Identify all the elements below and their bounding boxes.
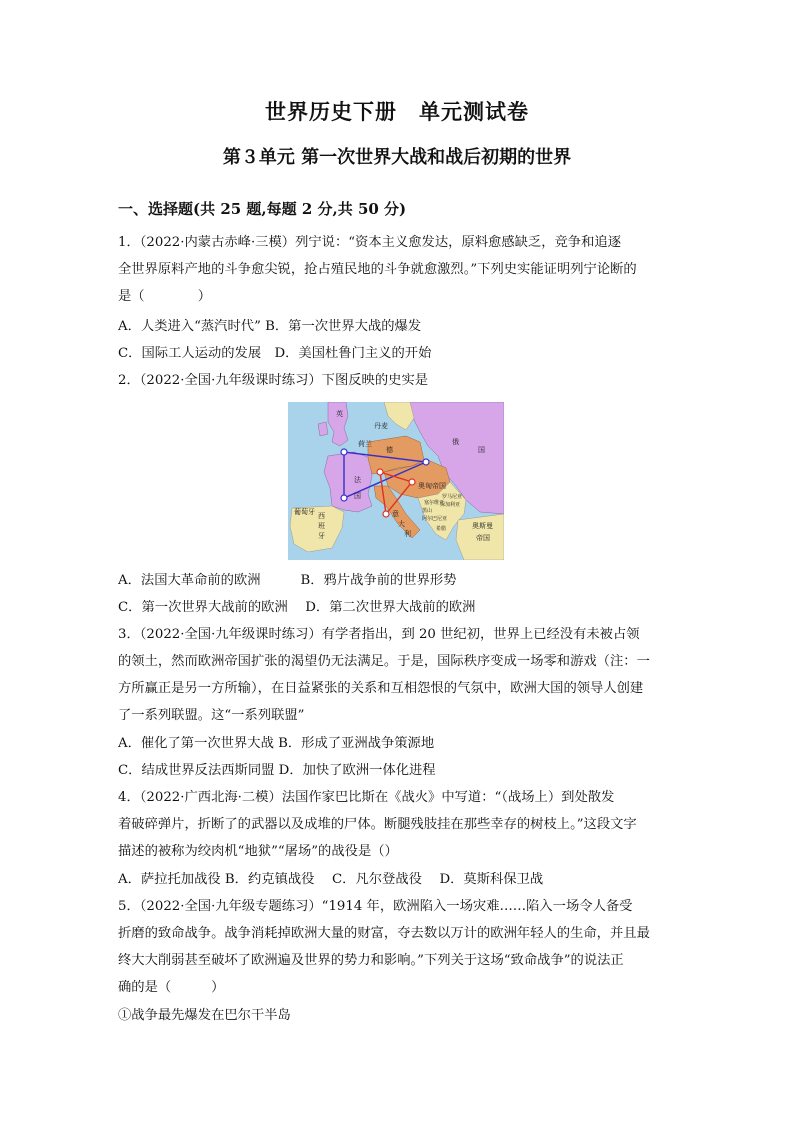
q4-line-2: 着破碎弹片，折断了的武器以及成堆的尸体。断腿残肢挂在那些幸存的树枝上。”这段文字 (118, 817, 637, 832)
label-spain-2: 班 (318, 522, 325, 530)
label-netherlands: 荷兰 (358, 440, 372, 448)
q1-line-3: 是（ ） (118, 289, 212, 304)
label-germany: 德 (386, 446, 393, 454)
q5-line-1: 5．（2022·全国·九年级专题练习）“1914 年，欧洲陷入一场灾难……陷入一场令人备受 (118, 899, 633, 914)
entente-node-uk (341, 449, 347, 455)
label-portugal: 葡萄牙 (294, 508, 315, 516)
label-albania: 阿尔巴尼亚 (422, 516, 448, 522)
label-austria-hungary: 奥匈帝国 (418, 482, 446, 490)
q4-line-3: 描述的被称为绞肉机“地狱”“屠场”的战役是（） (118, 844, 398, 859)
label-spain-1: 西 (318, 512, 325, 520)
label-italy-2: 大 (398, 520, 405, 528)
q3-line-2: 的领土，然而欧洲帝国扩张的渴望仍无法满足。于是，国际秩序变成一场零和游戏（注：一 (118, 654, 650, 669)
q3-options-ab: A．催化了第一次世界大战 B．形成了亚洲战争策源地 (118, 736, 435, 751)
label-france-1: 法 (354, 476, 361, 484)
map-ireland (318, 422, 328, 436)
q3-line-1: 3．（2022·全国·九年级课时练习）有学者指出，到 20 世纪初，世界上已经没有未被占领 (118, 627, 640, 642)
q5-item-1: ①战争最先爆发在巴尔干半岛 (118, 1008, 291, 1023)
label-greece: 希腊 (436, 526, 447, 532)
q3-options-cd: C．结成世界反法西斯同盟 D．加快了欧洲一体化进程 (118, 763, 436, 778)
label-denmark: 丹麦 (374, 422, 388, 430)
label-russia-2: 国 (478, 446, 485, 454)
q3-line-4: 了一系列联盟。这“一系列联盟” (118, 708, 305, 723)
label-serbia: 塞尔维亚 (424, 500, 445, 506)
label-italy-1: 意 (392, 510, 399, 518)
q5-line-4: 确的是（ ） (118, 980, 225, 995)
europe-map-figure (288, 402, 504, 560)
q3-line-3: 方所赢正是另一方所输），在日益紧张的关系和互相怨恨的气氛中，欧洲大国的领导人创建 (118, 681, 644, 696)
q1-line-1: 1．（2022·内蒙古赤峰·三模）列宁说：“资本主义愈发达，原料愈感缺乏，竞争和追逐 (118, 235, 621, 250)
document-title: 世界历史下册 单元测试卷 (265, 100, 529, 124)
label-spain-3: 牙 (318, 532, 325, 540)
q5-line-3: 终大大削弱甚至破坏了欧洲遍及世界的势力和影响。”下列关于这场“致命战争”的说法正 (118, 953, 624, 968)
section-heading: 一、选择题(共 25 题,每题 2 分,共 50 分) (118, 200, 407, 218)
label-montenegro: 黑山 (422, 508, 433, 514)
label-ottoman-2: 帝国 (476, 534, 490, 542)
label-russia-1: 俄 (452, 438, 459, 446)
q2-options-cd: C．第一次世界大战前的欧洲 D．第二次世界大战前的欧洲 (118, 600, 476, 615)
alliance-node-austria (409, 479, 415, 485)
q1-line-2: 全世界原料产地的斗争愈尖锐，抢占殖民地的斗争就愈激烈。”下列史实能证明列宁论断的 (118, 262, 637, 277)
alliance-node-germany (377, 469, 383, 475)
label-uk: 英 (336, 410, 343, 418)
q4-options: A．萨拉托加战役 B．约克镇战役 C．凡尔登战役 D．莫斯科保卫战 (118, 872, 544, 887)
unit-subtitle: 第３单元 第一次世界大战和战后初期的世界 (222, 147, 572, 168)
label-bulgaria: 保加利亚 (440, 502, 461, 508)
q1-options-cd: C．国际工人运动的发展 D．美国杜鲁门主义的开始 (118, 346, 432, 361)
label-italy-3: 利 (404, 530, 411, 538)
alliance-node-italy (383, 511, 389, 517)
entente-node-france (341, 495, 347, 501)
label-france-2: 国 (354, 492, 361, 500)
q5-line-2: 折磨的致命战争。战争消耗掉欧洲大量的财富，夺去数以万计的欧洲年轻人的生命，并且最 (118, 926, 650, 941)
q1-options-ab: A．人类进入“蒸汽时代” B．第一次世界大战的爆发 (118, 319, 422, 334)
entente-node-russia (423, 459, 429, 465)
q2-options-ab: A．法国大革命前的欧洲 B．鸦片战争前的世界形势 (118, 573, 457, 588)
q2-stem: 2．（2022·全国·九年级课时练习）下图反映的史实是 (118, 373, 429, 388)
label-romania: 罗马尼亚 (442, 494, 463, 500)
q4-line-1: 4．（2022·广西北海·二模）法国作家巴比斯在《战火》中写道：“（战场上）到处散发 (118, 790, 615, 805)
label-ottoman: 奥斯曼 (472, 522, 493, 530)
